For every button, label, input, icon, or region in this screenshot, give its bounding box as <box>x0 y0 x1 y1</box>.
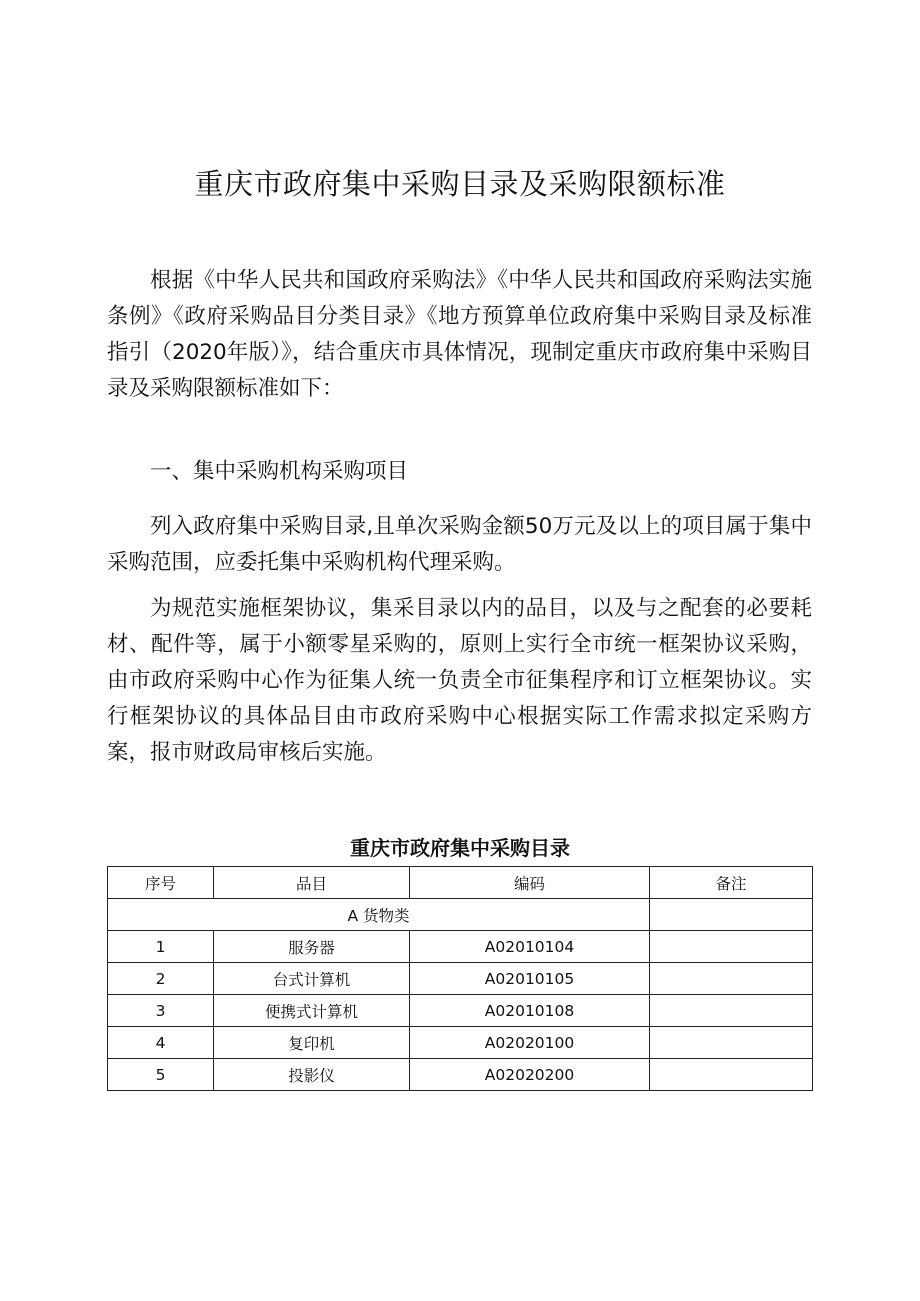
row-item: 投影仪 <box>214 1059 410 1091</box>
table-row <box>108 963 813 995</box>
row-item: 服务器 <box>214 931 410 963</box>
row-code: A02010105 <box>410 963 650 995</box>
category-label: A 货物类 <box>108 899 650 931</box>
row-code: A02020100 <box>410 1027 650 1059</box>
row-item: 台式计算机 <box>214 963 410 995</box>
row-seq: 1 <box>108 931 214 963</box>
table-row <box>108 1059 813 1091</box>
section-paragraph-2: 为规范实施框架协议，集采目录以内的品目，以及与之配套的必要耗材、配件等，属于小额零星采购的，原则上实行全市统一框架协议采购，由市政府采购中心作为征集人统一负责全市征集程序和订立框架协议。实行框架协议的具体品目由市政府采购中心根据实际工作需求拟定采购方案，报市财政局审核后实施。 <box>107 596 812 765</box>
table-header-row <box>108 867 813 899</box>
row-code: A02010104 <box>410 931 650 963</box>
header-seq: 序号 <box>108 867 214 899</box>
category-note <box>650 899 813 931</box>
row-note <box>650 963 813 995</box>
row-seq: 4 <box>108 1027 214 1059</box>
section-heading: 一、集中采购机构采购项目 <box>150 459 409 484</box>
row-seq: 5 <box>108 1059 214 1091</box>
header-item: 品目 <box>214 867 410 899</box>
row-item: 复印机 <box>214 1027 410 1059</box>
header-code: 编码 <box>410 867 650 899</box>
document-title: 重庆市政府集中采购目录及采购限额标准 <box>194 167 726 201</box>
row-code: A02010108 <box>410 995 650 1027</box>
intro-paragraph: 根据《中华人民共和国政府采购法》《中华人民共和国政府采购法实施条例》《政府采购品目分类目录》《地方预算单位政府集中采购目录及标准指引（2020年版）》，结合重庆市具体情况，现制定重庆市政府集中采购目录及采购限额标准如下： <box>107 268 812 401</box>
section-paragraph-1: 列入政府集中采购目录,且单次采购金额50万元及以上的项目属于集中采购范围，应委托集中采购机构代理采购。 <box>107 514 812 575</box>
table-row <box>108 931 813 963</box>
row-seq: 3 <box>108 995 214 1027</box>
category-row <box>108 899 813 931</box>
row-code: A02020200 <box>410 1059 650 1091</box>
table-row <box>108 1027 813 1059</box>
table-title: 重庆市政府集中采购目录 <box>350 836 570 860</box>
table-row <box>108 995 813 1027</box>
row-note <box>650 995 813 1027</box>
row-note <box>650 1059 813 1091</box>
header-note: 备注 <box>650 867 813 899</box>
row-seq: 2 <box>108 963 214 995</box>
row-note <box>650 931 813 963</box>
row-note <box>650 1027 813 1059</box>
catalog-table <box>107 866 813 1091</box>
row-item: 便携式计算机 <box>214 995 410 1027</box>
